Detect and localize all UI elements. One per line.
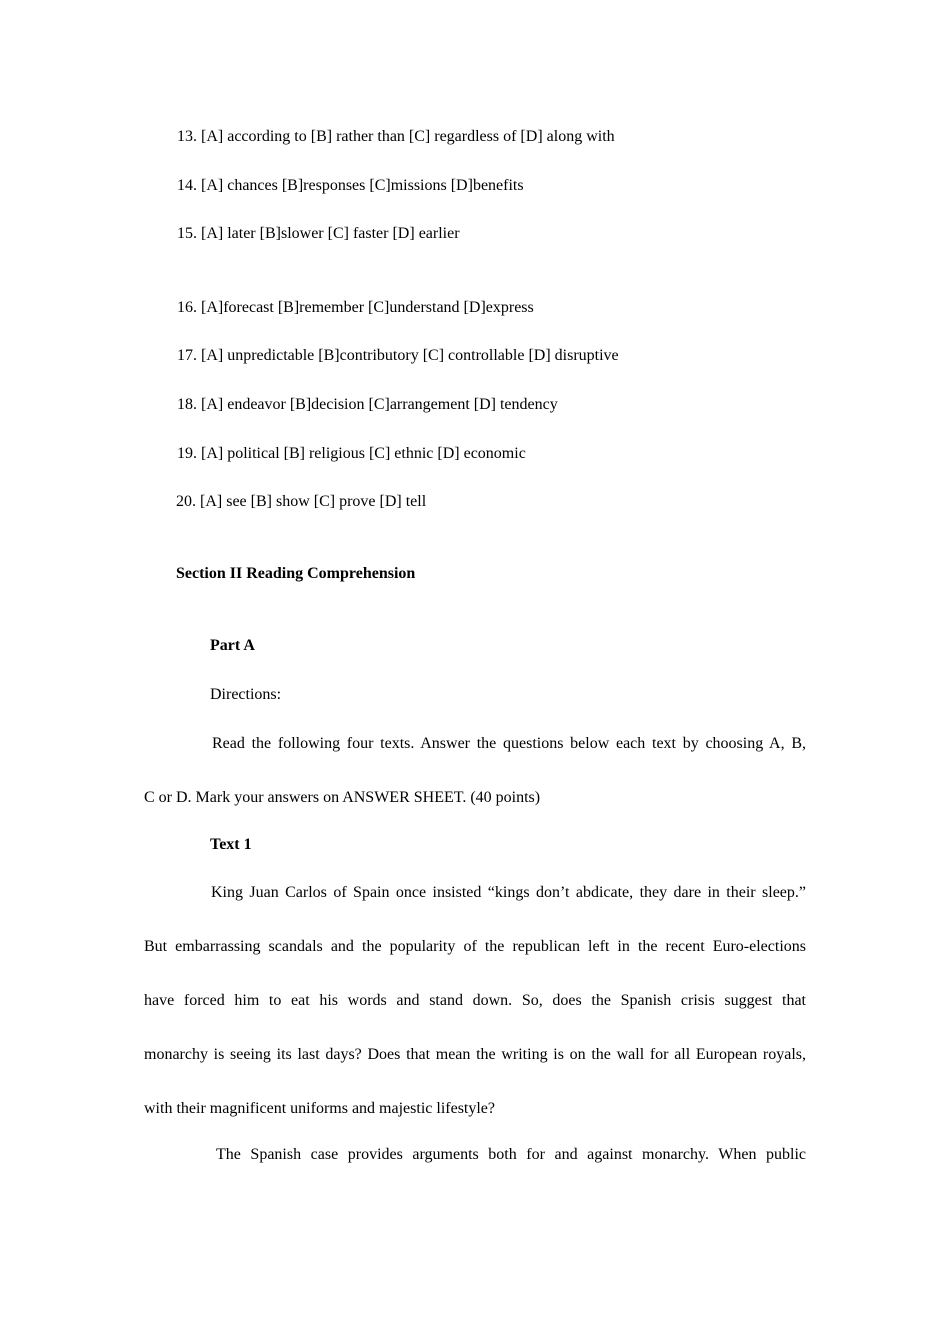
option-18: 18. [A] endeavor [B]decision [C]arrangement [D] tendency — [177, 396, 558, 413]
option-14: 14. [A] chances [B]responses [C]missions [D]benefits — [177, 177, 524, 194]
directions-line: Read the following four texts. Answer the questions below each text by choosing A, B, — [212, 735, 806, 752]
paragraph-line: have forced him to eat his words and stand down. So, does the Spanish crisis suggest that — [144, 992, 806, 1009]
option-15: 15. [A] later [B]slower [C] faster [D] earlier — [177, 225, 460, 242]
directions-label: Directions: — [210, 686, 282, 703]
option-20: 20. [A] see [B] show [C] prove [D] tell — [176, 493, 427, 510]
option-16: 16. [A]forecast [B]remember [C]understand [D]express — [177, 299, 534, 316]
option-19: 19. [A] political [B] religious [C] ethnic [D] economic — [177, 445, 526, 462]
paragraph-line: But embarrassing scandals and the popularity of the republican left in the recent Euro-elections — [144, 938, 806, 955]
option-17: 17. [A] unpredictable [B]contributory [C] controllable [D] disruptive — [177, 347, 619, 364]
text1-paragraph-1 — [144, 883, 806, 1153]
text-title: Text 1 — [210, 836, 252, 853]
paragraph-line: The Spanish case provides arguments both for and against monarchy. When public — [216, 1146, 806, 1163]
paragraph-line: monarchy is seeing its last days? Does that mean the writing is on the wall for all European royals, — [144, 1046, 806, 1063]
directions-line: C or D. Mark your answers on ANSWER SHEET. (40 points) — [144, 789, 541, 806]
text1-paragraph-2 — [144, 1145, 806, 1199]
section-title: Section II Reading Comprehension — [176, 565, 416, 582]
paragraph-line: King Juan Carlos of Spain once insisted “kings don’t abdicate, they dare in their sleep.” — [211, 884, 806, 901]
directions-paragraph — [144, 734, 806, 842]
paragraph-line: with their magnificent uniforms and majestic lifestyle? — [144, 1100, 496, 1117]
option-13: 13. [A] according to [B] rather than [C] regardless of [D] along with — [177, 128, 615, 145]
part-title: Part A — [210, 637, 255, 654]
